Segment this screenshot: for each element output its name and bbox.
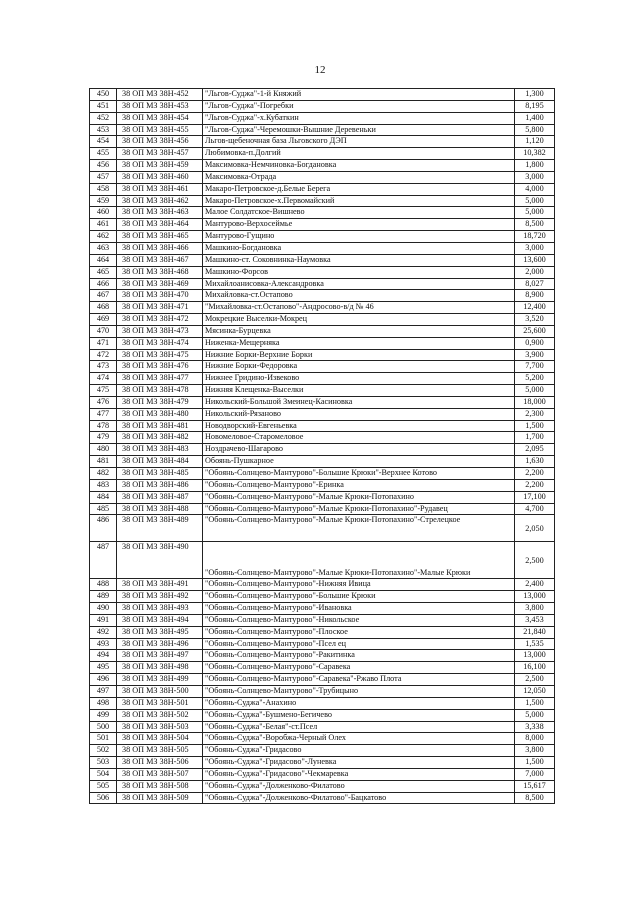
road-length-cell: 1,500: [515, 420, 555, 432]
road-registry-table: [89, 88, 555, 804]
table-row: [90, 100, 555, 112]
road-length-cell: 8,500: [515, 792, 555, 804]
road-name-cell: Нижние Борки-Федоровка: [203, 361, 515, 373]
row-number-cell: 500: [90, 721, 117, 733]
road-length-cell: 3,900: [515, 349, 555, 361]
row-number-cell: 469: [90, 314, 117, 326]
road-name-cell: Машкино-Богдановка: [203, 242, 515, 254]
row-number-cell: 502: [90, 745, 117, 757]
road-length-cell: 8,000: [515, 733, 555, 745]
table-row: [90, 207, 555, 219]
road-name-cell: "Льгов-Суджа"-1-й Княжий: [203, 89, 515, 101]
table-row: [90, 456, 555, 468]
road-code-cell: 38 ОП МЗ 38Н-494: [117, 614, 203, 626]
row-number-cell: 465: [90, 266, 117, 278]
road-length-cell: 17,100: [515, 491, 555, 503]
road-code-cell: 38 ОП МЗ 38Н-472: [117, 314, 203, 326]
row-number-cell: 495: [90, 662, 117, 674]
table-row: [90, 136, 555, 148]
table-row: [90, 420, 555, 432]
table-row: [90, 432, 555, 444]
table-row: [90, 171, 555, 183]
row-number-cell: 463: [90, 242, 117, 254]
road-code-cell: 38 ОП МЗ 38Н-503: [117, 721, 203, 733]
road-name-cell: "Обоянь-Солнцево-Мантурово"-Трубицыно: [203, 685, 515, 697]
row-number-cell: 456: [90, 160, 117, 172]
table-row: [90, 444, 555, 456]
row-number-cell: 505: [90, 780, 117, 792]
row-number-cell: 498: [90, 697, 117, 709]
row-number-cell: 476: [90, 396, 117, 408]
page-number: 12: [314, 64, 326, 76]
row-number-cell: 501: [90, 733, 117, 745]
road-code-cell: 38 ОП МЗ 38Н-508: [117, 780, 203, 792]
road-length-cell: 25,600: [515, 325, 555, 337]
row-number-cell: 455: [90, 148, 117, 160]
road-name-cell: Никольский-Рязаново: [203, 408, 515, 420]
road-length-cell: 0,900: [515, 337, 555, 349]
row-number-cell: 471: [90, 337, 117, 349]
table-row: [90, 697, 555, 709]
table-row: [90, 325, 555, 337]
road-name-cell: "Льгов-Суджа"-х.Кубаткин: [203, 112, 515, 124]
road-code-cell: 38 ОП МЗ 38Н-492: [117, 591, 203, 603]
road-name-cell: "Обоянь-Суджа"-Гридасово"-Чекмаревка: [203, 768, 515, 780]
row-number-cell: 474: [90, 373, 117, 385]
road-name-cell: "Обоянь-Солнцево-Мантурово"-Еринка: [203, 479, 515, 491]
table-row: [90, 503, 555, 515]
road-code-cell: 38 ОП МЗ 38Н-453: [117, 100, 203, 112]
road-code-cell: 38 ОП МЗ 38Н-454: [117, 112, 203, 124]
road-name-cell: "Обоянь-Суджа"-Белая"-ст.Псел: [203, 721, 515, 733]
road-length-cell: 3,800: [515, 745, 555, 757]
row-number-cell: 482: [90, 468, 117, 480]
road-length-cell: 13,000: [515, 650, 555, 662]
road-length-cell: 18,000: [515, 396, 555, 408]
road-length-cell: 2,050: [515, 515, 555, 542]
road-code-cell: 38 ОП МЗ 38Н-468: [117, 266, 203, 278]
table-row: [90, 254, 555, 266]
table-row: [90, 290, 555, 302]
road-code-cell: 38 ОП МЗ 38Н-495: [117, 626, 203, 638]
road-code-cell: 38 ОП МЗ 38Н-480: [117, 408, 203, 420]
road-code-cell: 38 ОП МЗ 38Н-467: [117, 254, 203, 266]
table-row: [90, 278, 555, 290]
road-name-cell: Обоянь-Пушкарное: [203, 456, 515, 468]
road-code-cell: 38 ОП МЗ 38Н-452: [117, 89, 203, 101]
road-length-cell: 1,700: [515, 432, 555, 444]
table-row: [90, 373, 555, 385]
row-number-cell: 462: [90, 231, 117, 243]
row-number-cell: 484: [90, 491, 117, 503]
row-number-cell: 494: [90, 650, 117, 662]
table-row: [90, 674, 555, 686]
road-length-cell: 4,000: [515, 183, 555, 195]
road-name-cell: Новомеловое-Старомеловое: [203, 432, 515, 444]
road-length-cell: 3,000: [515, 171, 555, 183]
road-code-cell: 38 ОП МЗ 38Н-484: [117, 456, 203, 468]
table-row: [90, 408, 555, 420]
road-length-cell: 2,200: [515, 468, 555, 480]
road-name-cell: Макаро-Петровское-х.Первомайский: [203, 195, 515, 207]
road-length-cell: 15,617: [515, 780, 555, 792]
table-row: [90, 757, 555, 769]
road-length-cell: 5,200: [515, 373, 555, 385]
road-name-cell: Новодворский-Евгеньевка: [203, 420, 515, 432]
road-code-cell: 38 ОП МЗ 38Н-479: [117, 396, 203, 408]
road-name-cell: "Обоянь-Суджа"-Гридасово"-Луневка: [203, 757, 515, 769]
road-length-cell: 2,200: [515, 479, 555, 491]
road-length-cell: 2,400: [515, 579, 555, 591]
road-code-cell: 38 ОП МЗ 38Н-483: [117, 444, 203, 456]
road-length-cell: 2,500: [515, 674, 555, 686]
road-length-cell: 7,700: [515, 361, 555, 373]
road-length-cell: 1,630: [515, 456, 555, 468]
road-code-cell: 38 ОП МЗ 38Н-482: [117, 432, 203, 444]
row-number-cell: 454: [90, 136, 117, 148]
road-name-cell: "Обоянь-Солнцево-Мантурово"-Саравека: [203, 662, 515, 674]
road-name-cell: "Обоянь-Солнцево-Мантурово"-Малые Крюки-Потопахино"-Стрелецкое: [203, 515, 515, 542]
road-name-cell: "Обоянь-Солнцево-Мантурово"-Большие Крюки: [203, 591, 515, 603]
table-row: [90, 709, 555, 721]
row-number-cell: 487: [90, 542, 117, 579]
road-length-cell: 12,050: [515, 685, 555, 697]
road-code-cell: 38 ОП МЗ 38Н-478: [117, 385, 203, 397]
road-name-cell: "Обоянь-Солнцево-Мантурово"-Нижняя Ивица: [203, 579, 515, 591]
road-length-cell: 8,195: [515, 100, 555, 112]
road-length-cell: 18,720: [515, 231, 555, 243]
row-number-cell: 496: [90, 674, 117, 686]
road-length-cell: 5,000: [515, 709, 555, 721]
road-code-cell: 38 ОП МЗ 38Н-464: [117, 219, 203, 231]
row-number-cell: 480: [90, 444, 117, 456]
road-length-cell: 1,300: [515, 89, 555, 101]
table-row: [90, 542, 555, 579]
table-row: [90, 650, 555, 662]
row-number-cell: 460: [90, 207, 117, 219]
road-code-cell: 38 ОП МЗ 38Н-476: [117, 361, 203, 373]
road-name-cell: Малое Солдатское-Вишнево: [203, 207, 515, 219]
road-code-cell: 38 ОП МЗ 38Н-498: [117, 662, 203, 674]
road-length-cell: 13,600: [515, 254, 555, 266]
row-number-cell: 457: [90, 171, 117, 183]
road-length-cell: 2,500: [515, 542, 555, 579]
row-number-cell: 450: [90, 89, 117, 101]
road-code-cell: 38 ОП МЗ 38Н-493: [117, 603, 203, 615]
road-code-cell: 38 ОП МЗ 38Н-477: [117, 373, 203, 385]
road-length-cell: 8,500: [515, 219, 555, 231]
table-row: [90, 195, 555, 207]
road-name-cell: Михайлоанисовка-Александровка: [203, 278, 515, 290]
road-length-cell: 5,000: [515, 195, 555, 207]
table-row: [90, 219, 555, 231]
road-code-cell: 38 ОП МЗ 38Н-473: [117, 325, 203, 337]
road-name-cell: Максимовка-Немчиновка-Богдановка: [203, 160, 515, 172]
road-name-cell: "Обоянь-Суджа"-Анахино: [203, 697, 515, 709]
road-name-cell: Нижние Борки-Верхние Борки: [203, 349, 515, 361]
table-row: [90, 662, 555, 674]
table-row: [90, 603, 555, 615]
road-name-cell: Ниженка-Мещерняка: [203, 337, 515, 349]
road-name-cell: Машкино-ст. Соковнинка-Наумовка: [203, 254, 515, 266]
row-number-cell: 453: [90, 124, 117, 136]
table-row: [90, 733, 555, 745]
row-number-cell: 491: [90, 614, 117, 626]
table-row: [90, 721, 555, 733]
road-name-cell: Любимовка-п.Долгий: [203, 148, 515, 160]
table-row: [90, 780, 555, 792]
table-row: [90, 337, 555, 349]
row-number-cell: 473: [90, 361, 117, 373]
row-number-cell: 477: [90, 408, 117, 420]
road-code-cell: 38 ОП МЗ 38Н-502: [117, 709, 203, 721]
row-number-cell: 504: [90, 768, 117, 780]
row-number-cell: 481: [90, 456, 117, 468]
road-name-cell: Нижнее Гридино-Извеково: [203, 373, 515, 385]
road-length-cell: 1,120: [515, 136, 555, 148]
row-number-cell: 451: [90, 100, 117, 112]
road-name-cell: Ноздрачево-Шагарово: [203, 444, 515, 456]
road-length-cell: 16,100: [515, 662, 555, 674]
road-length-cell: 2,000: [515, 266, 555, 278]
road-name-cell: Михайловка-ст.Остапово: [203, 290, 515, 302]
road-code-cell: 38 ОП МЗ 38Н-509: [117, 792, 203, 804]
road-code-cell: 38 ОП МЗ 38Н-501: [117, 697, 203, 709]
road-name-cell: Мантурово-Верхосеймье: [203, 219, 515, 231]
row-number-cell: 489: [90, 591, 117, 603]
road-length-cell: 1,535: [515, 638, 555, 650]
road-length-cell: 5,000: [515, 207, 555, 219]
road-code-cell: 38 ОП МЗ 38Н-489: [117, 515, 203, 542]
table-row: [90, 183, 555, 195]
road-name-cell: "Обоянь-Солнцево-Мантурово"-Никольское: [203, 614, 515, 626]
road-length-cell: 1,500: [515, 697, 555, 709]
road-length-cell: 2,300: [515, 408, 555, 420]
row-number-cell: 458: [90, 183, 117, 195]
road-name-cell: "Обоянь-Солнцево-Мантурово"-Псел ец: [203, 638, 515, 650]
row-number-cell: 461: [90, 219, 117, 231]
road-code-cell: 38 ОП МЗ 38Н-463: [117, 207, 203, 219]
row-number-cell: 485: [90, 503, 117, 515]
table-row: [90, 745, 555, 757]
road-length-cell: 3,338: [515, 721, 555, 733]
table-row: [90, 231, 555, 243]
table-row: [90, 685, 555, 697]
road-name-cell: Машкино-Форсов: [203, 266, 515, 278]
road-length-cell: 5,000: [515, 385, 555, 397]
road-code-cell: 38 ОП МЗ 38Н-485: [117, 468, 203, 480]
table-row: [90, 385, 555, 397]
road-length-cell: 2,095: [515, 444, 555, 456]
road-code-cell: 38 ОП МЗ 38Н-496: [117, 638, 203, 650]
road-code-cell: 38 ОП МЗ 38Н-497: [117, 650, 203, 662]
road-name-cell: "Обоянь-Суджа"-Гридасово: [203, 745, 515, 757]
road-name-cell: "Обоянь-Суджа"-Долженково-Филатово: [203, 780, 515, 792]
row-number-cell: 483: [90, 479, 117, 491]
road-length-cell: 13,000: [515, 591, 555, 603]
road-name-cell: Льгов-щебеночная база Льговского ДЭП: [203, 136, 515, 148]
road-name-cell: "Михайловка-ст.Остапово"-Андросово-в/д № 46: [203, 302, 515, 314]
road-code-cell: 38 ОП МЗ 38Н-465: [117, 231, 203, 243]
road-code-cell: 38 ОП МЗ 38Н-456: [117, 136, 203, 148]
road-name-cell: "Обоянь-Солнцево-Мантурово"-Малые Крюки-Потопахино: [203, 491, 515, 503]
road-name-cell: Максимовка-Отрада: [203, 171, 515, 183]
road-length-cell: 3,520: [515, 314, 555, 326]
row-number-cell: 503: [90, 757, 117, 769]
row-number-cell: 506: [90, 792, 117, 804]
table-row: [90, 112, 555, 124]
road-name-cell: "Обоянь-Солнцево-Мантурово"-Ивановка: [203, 603, 515, 615]
road-length-cell: 7,000: [515, 768, 555, 780]
road-name-cell: "Обоянь-Солнцево-Мантурово"-Малые Крюки-Потопахино"-Малые Крюки: [203, 542, 515, 579]
road-code-cell: 38 ОП МЗ 38Н-474: [117, 337, 203, 349]
road-code-cell: 38 ОП МЗ 38Н-504: [117, 733, 203, 745]
road-length-cell: 3,000: [515, 242, 555, 254]
table-row: [90, 314, 555, 326]
road-length-cell: 1,800: [515, 160, 555, 172]
road-length-cell: 21,840: [515, 626, 555, 638]
road-length-cell: 8,900: [515, 290, 555, 302]
road-length-cell: 4,700: [515, 503, 555, 515]
road-length-cell: 3,800: [515, 603, 555, 615]
row-number-cell: 467: [90, 290, 117, 302]
table-row: [90, 148, 555, 160]
table-row: [90, 302, 555, 314]
road-code-cell: 38 ОП МЗ 38Н-455: [117, 124, 203, 136]
table-row: [90, 468, 555, 480]
road-code-cell: 38 ОП МЗ 38Н-457: [117, 148, 203, 160]
road-name-cell: "Обоянь-Солнцево-Мантурово"-Большие Крюки"-Верхнее Котово: [203, 468, 515, 480]
row-number-cell: 499: [90, 709, 117, 721]
row-number-cell: 459: [90, 195, 117, 207]
table-row: [90, 638, 555, 650]
road-code-cell: 38 ОП МЗ 38Н-487: [117, 491, 203, 503]
row-number-cell: 493: [90, 638, 117, 650]
road-code-cell: 38 ОП МЗ 38Н-506: [117, 757, 203, 769]
table-row: [90, 124, 555, 136]
road-name-cell: Нижняя Клещенка-Выселки: [203, 385, 515, 397]
road-name-cell: Мантурово-Гущино: [203, 231, 515, 243]
table-row: [90, 626, 555, 638]
road-code-cell: 38 ОП МЗ 38Н-466: [117, 242, 203, 254]
road-length-cell: 1,500: [515, 757, 555, 769]
road-length-cell: 3,453: [515, 614, 555, 626]
road-name-cell: "Обоянь-Суджа"-Бушмено-Бегичево: [203, 709, 515, 721]
road-name-cell: "Обоянь-Суджа"-Воробжа-Черный Олех: [203, 733, 515, 745]
road-length-cell: 8,027: [515, 278, 555, 290]
table-row: [90, 361, 555, 373]
table-row: [90, 396, 555, 408]
road-name-cell: "Льгов-Суджа"-Погребки: [203, 100, 515, 112]
road-name-cell: Мясинка-Бурцевка: [203, 325, 515, 337]
row-number-cell: 490: [90, 603, 117, 615]
registry-body: [90, 89, 555, 804]
row-number-cell: 497: [90, 685, 117, 697]
road-code-cell: 38 ОП МЗ 38Н-469: [117, 278, 203, 290]
road-name-cell: "Обоянь-Солнцево-Мантурово"-Ракитинка: [203, 650, 515, 662]
table-row: [90, 266, 555, 278]
road-code-cell: 38 ОП МЗ 38Н-507: [117, 768, 203, 780]
road-code-cell: 38 ОП МЗ 38Н-471: [117, 302, 203, 314]
table-row: [90, 160, 555, 172]
road-length-cell: 5,800: [515, 124, 555, 136]
row-number-cell: 486: [90, 515, 117, 542]
road-code-cell: 38 ОП МЗ 38Н-460: [117, 171, 203, 183]
road-name-cell: "Льгов-Суджа"-Черемошки-Вышние Деревеньки: [203, 124, 515, 136]
road-code-cell: 38 ОП МЗ 38Н-491: [117, 579, 203, 591]
row-number-cell: 472: [90, 349, 117, 361]
row-number-cell: 470: [90, 325, 117, 337]
row-number-cell: 488: [90, 579, 117, 591]
row-number-cell: 492: [90, 626, 117, 638]
road-name-cell: "Обоянь-Солнцево-Мантурово"-Саравека"-Ржаво Плота: [203, 674, 515, 686]
road-name-cell: "Обоянь-Суджа"-Долженково-Филатово"-Бацкатово: [203, 792, 515, 804]
road-code-cell: 38 ОП МЗ 38Н-470: [117, 290, 203, 302]
road-code-cell: 38 ОП МЗ 38Н-505: [117, 745, 203, 757]
road-code-cell: 38 ОП МЗ 38Н-462: [117, 195, 203, 207]
row-number-cell: 452: [90, 112, 117, 124]
row-number-cell: 475: [90, 385, 117, 397]
road-code-cell: 38 ОП МЗ 38Н-486: [117, 479, 203, 491]
table-row: [90, 89, 555, 101]
road-length-cell: 12,400: [515, 302, 555, 314]
table-row: [90, 792, 555, 804]
row-number-cell: 478: [90, 420, 117, 432]
road-length-cell: 1,400: [515, 112, 555, 124]
road-name-cell: Макаро-Петровское-д.Белые Берега: [203, 183, 515, 195]
road-name-cell: "Обоянь-Солнцево-Мантурово"-Малые Крюки-Потопахино"-Рудавец: [203, 503, 515, 515]
road-code-cell: 38 ОП МЗ 38Н-475: [117, 349, 203, 361]
road-code-cell: 38 ОП МЗ 38Н-461: [117, 183, 203, 195]
road-name-cell: "Обоянь-Солнцево-Мантурово"-Плоское: [203, 626, 515, 638]
table-row: [90, 515, 555, 542]
table-row: [90, 579, 555, 591]
road-code-cell: 38 ОП МЗ 38Н-488: [117, 503, 203, 515]
table-row: [90, 479, 555, 491]
road-code-cell: 38 ОП МЗ 38Н-500: [117, 685, 203, 697]
row-number-cell: 466: [90, 278, 117, 290]
road-code-cell: 38 ОП МЗ 38Н-490: [117, 542, 203, 579]
table-row: [90, 491, 555, 503]
table-row: [90, 591, 555, 603]
road-code-cell: 38 ОП МЗ 38Н-499: [117, 674, 203, 686]
road-code-cell: 38 ОП МЗ 38Н-459: [117, 160, 203, 172]
row-number-cell: 479: [90, 432, 117, 444]
road-name-cell: Никольский-Большой Змеинец-Касиновка: [203, 396, 515, 408]
road-name-cell: Мокрецкие Выселки-Мокрец: [203, 314, 515, 326]
table-row: [90, 768, 555, 780]
road-length-cell: 10,382: [515, 148, 555, 160]
road-code-cell: 38 ОП МЗ 38Н-481: [117, 420, 203, 432]
row-number-cell: 468: [90, 302, 117, 314]
table-row: [90, 614, 555, 626]
row-number-cell: 464: [90, 254, 117, 266]
table-row: [90, 242, 555, 254]
table-row: [90, 349, 555, 361]
